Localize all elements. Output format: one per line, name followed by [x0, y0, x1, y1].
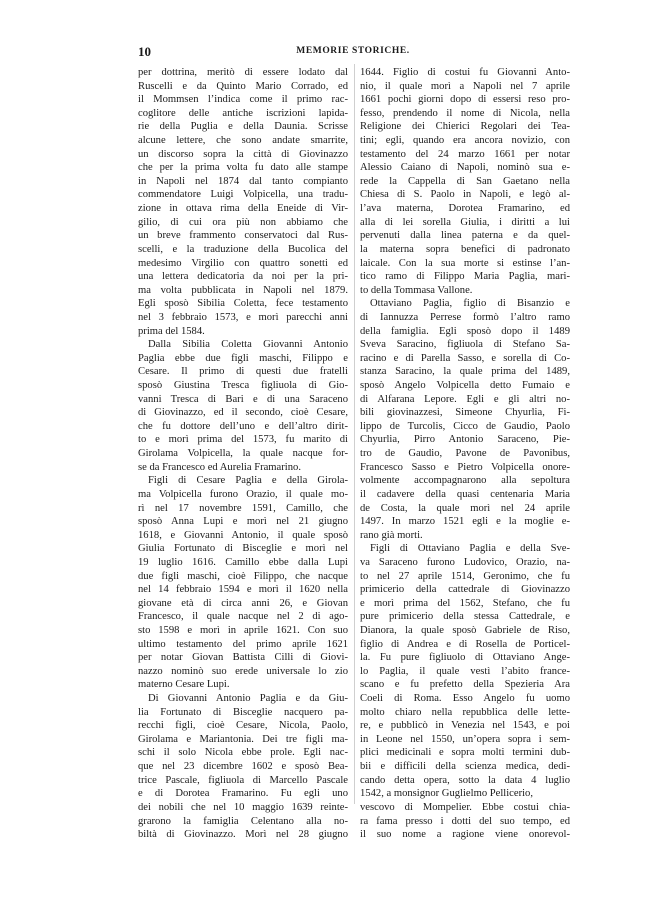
text-line: materno Cesare Lupi.: [138, 679, 230, 691]
text-line: che per la prima volta fu dato alle stampe: [138, 162, 348, 174]
text-line: bii e difficili della scienza medica, dedi-: [360, 761, 570, 773]
text-line: dei nobili che nel 10 maggio 1639 reinte-: [138, 801, 348, 813]
text-line: una lettera dedicatoria da noi per la pri-: [138, 271, 348, 283]
text-line: plici medicinali e sopra molti termini dub-: [360, 747, 570, 759]
text-line: Ottaviano Paglia, figlio di Bisanzio e: [370, 298, 570, 310]
text-line: ultimo testamento del primo aprile 1621: [138, 638, 348, 650]
text-line: Di Giovanni Antonio Paglia e da Giu-: [148, 693, 348, 705]
text-line: Ruscelli e da Quinto Mario Corrado, ed: [138, 80, 348, 92]
text-line: per dottrina, meritò di essere lodato dal: [138, 67, 348, 78]
text-line: prima del 1584.: [138, 325, 205, 337]
text-line: to nel 27 aprile 1514, Geronimo, che fu: [360, 570, 570, 582]
text-line: zione in ottava rima della Eneide di Vir-: [138, 203, 348, 215]
text-line: per notar Giovan Battista Cilli di Giovi-: [138, 652, 348, 664]
text-line: rano già morti.: [360, 529, 423, 541]
text-line: Coeli di Roma. Esso Angelo fu uomo: [360, 693, 570, 705]
text-line: 19 luglio 1616. Camillo ebbe dalla Lupi: [138, 556, 348, 568]
text-line: Cesare. Il primo di questi due fratelli: [138, 366, 348, 378]
text-line: e morì prima del 1562, Stefano, che fu: [360, 597, 570, 609]
text-line: medesimo Virgilio con quattro sonetti ed: [138, 257, 348, 269]
text-line: tico ramo di Filippo Maria Paglia, mari-: [360, 271, 570, 283]
text-line: gilio, di cui ora più non abbiamo che: [138, 216, 348, 228]
text-line: tini; egli, quando era ancora novizio, con: [360, 135, 570, 147]
text-line: Alessio Caiano di Napoli, nominò sua e-: [360, 162, 570, 174]
text-line: Figli di Ottaviano Paglia e della Sve-: [370, 543, 570, 555]
text-line: nio, il quale morì a Napoli nel 7 aprile: [360, 80, 570, 92]
text-line: lo Paglia, il quale vestì l’abito france-: [360, 665, 570, 677]
text-line: vanni Tresca di Bari e di una Saraceno: [138, 393, 348, 405]
running-head: [138, 44, 568, 60]
text-line: fesso, prendendo il nome di Nicola, nella: [360, 107, 570, 119]
text-line: ma volta pubblicata in Napoli nel 1879.: [138, 284, 348, 296]
text-line: pervenuti dalla linea paterna e da quel-: [360, 230, 570, 242]
text-line: to della Tommasa Vallone.: [360, 284, 473, 296]
text-line: di Giovinazzo, ed il secondo, cioè Cesare,: [138, 407, 348, 419]
text-line: figlio di Andrea e di Rosella de Porticel-: [360, 638, 570, 650]
text-line: Francesco Sasso e Pietro Volpicella onore-: [360, 461, 570, 473]
text-line: scano e fu prefetto della Spezieria Ara: [360, 679, 570, 691]
text-line: Dalla Sibilia Coletta Giovanni Antonio: [148, 339, 348, 351]
text-line: di Iannuzza Perrese formò l’altro ramo: [360, 311, 570, 323]
text-line: Paglia ebbe due figli maschi, Filippo e: [138, 352, 348, 364]
running-title: MEMORIE STORICHE.: [296, 46, 410, 56]
text-line: commendatore Luigi Volpicella, una tradu-: [138, 189, 348, 201]
text-line: Giulia Fortunato di Bisceglie e morì nel: [138, 543, 348, 555]
text-line: primicerio della cattedrale di Giovinazzo: [360, 584, 570, 596]
text-line: nel 3 febbraio 1573, e morì parecchi anni: [138, 311, 348, 323]
text-line: schi il solo Nicola ebbe prole. Egli nac-: [138, 747, 348, 759]
text-line: Girolama e Mariantonia. Dei tre figli ma-: [138, 733, 348, 745]
text-line: due figli maschi, cioè Filippo, che nacque: [138, 570, 348, 582]
text-line: 1497. In marzo 1521 egli e la moglie e-: [360, 516, 570, 528]
text-line: alla di lei sorella Giulia, i diritti a lui: [360, 216, 570, 228]
text-line: 1618, e Giovanni Antonio, il quale sposò: [138, 529, 348, 541]
text-line: rede la Cappella di San Gaetano nella: [360, 175, 570, 187]
text-line: stanza Saracino, la quale prima del 1489,: [360, 366, 570, 378]
text-line: sposò Anna Lupi e morì nel 21 giugno: [138, 516, 348, 528]
text-line: l’ava materna, Dorotea Framarino, ed: [360, 203, 570, 215]
text-line: lippo de Turcolis, Cicco de Gaudio, Paolo: [360, 420, 570, 432]
text-line: que nel 23 dicembre 1602 e sposò Bea-: [138, 761, 348, 773]
text-line: va Saraceno furono Ludovico, Orazio, na-: [360, 556, 570, 568]
text-line: della famiglia. Egli sposò dopo il 1489: [360, 325, 570, 337]
text-line: Chyurlia, Pirro Antonio Saraceno, Pie-: [360, 434, 570, 446]
text-line: un discorso sopra la città di Giovinazzo: [138, 148, 348, 160]
text-line: il cadavere della quasi centenaria Maria: [360, 488, 570, 500]
text-line: alcune lettere, che sono andate smarrite,: [138, 135, 348, 147]
text-line: Girolama Volpicella, la quale nacque for-: [138, 448, 348, 460]
text-line: 1542, a monsignor Guglielmo Pellicerio,: [360, 788, 534, 800]
text-line: Francesco, il quale nacque nel 2 di ago-: [138, 611, 348, 623]
text-line: coglitore delle antiche iscrizioni lapida-: [138, 107, 348, 119]
text-line: sto 1598 e morì in aprile 1621. Con suo: [138, 624, 348, 636]
text-line: recchi figli, cioè Cesare, Nicola, Paolo,: [138, 720, 348, 732]
right-text-column: [360, 66, 570, 842]
text-line: 1661 pochi giorni dopo di essersi reso pro-: [360, 94, 570, 106]
text-line: bili giovinazzesi, Simeone Chyurlia, Fi-: [360, 407, 570, 419]
text-line: Figli di Cesare Paglia e della Girola-: [148, 475, 348, 487]
text-line: sposò Angelo Volpicella detto Fumaio e: [360, 380, 570, 392]
text-line: che fu dottore dell’uno e dell’altro dirit-: [138, 420, 348, 432]
text-line: molto chiaro nella repubblica delle lette-: [360, 706, 570, 718]
text-line: il suo nome a ragione viene onorevol-: [360, 829, 570, 841]
text-line: ma Volpicella furono Orazio, il quale mo-: [138, 488, 348, 500]
text-line: il Mommsen l’indica come il primo rac-: [138, 94, 348, 106]
text-line: testamento del 24 marzo 1661 per notar: [360, 148, 570, 160]
text-line: vescovo di Mompelier. Ebbe costui chia-: [360, 801, 570, 813]
text-line: rie della Puglia e della Daunia. Scrisse: [138, 121, 348, 133]
text-line: volmente accompagnarono alla sepoltura: [360, 475, 570, 487]
text-line: in Napoli nel 1874 dal tanto compianto: [138, 175, 348, 187]
text-line: biltà di Giovinazzo. Morì nel 28 giugno: [138, 829, 348, 841]
page-number: 10: [138, 44, 151, 59]
text-line: di Alfarana Lepore. Egli e gli altri no-: [360, 393, 570, 405]
text-line: scelli, e la traduzione della Bucolica del: [138, 243, 348, 255]
text-line: se da Francesco ed Aurelia Framarino.: [138, 461, 301, 473]
text-line: 1644. Figlio di costui fu Giovanni Anto-: [360, 67, 570, 78]
text-line: e di Dorotea Framarino. Fu egli uno: [138, 788, 348, 800]
text-line: nazzo nominò suo erede universale lo zio: [138, 665, 348, 677]
text-line: Chiesa di S. Paolo in Napoli, e legò al-: [360, 189, 570, 201]
text-line: lia Fortunato di Bisceglie nacquero pa-: [138, 706, 348, 718]
left-text-column: [138, 66, 348, 842]
text-line: la. Fu pure figliuolo di Ottaviano Ange-: [360, 652, 570, 664]
text-line: sposò Giustina Tresca figliuola di Gio-: [138, 380, 348, 392]
text-line: Religione dei Chierici Regolari dei Tea-: [360, 121, 570, 133]
column-divider: [354, 64, 355, 804]
text-line: to e morì prima del 1573, fu marito di: [138, 434, 348, 446]
text-line: laicale. Con la sua morte si estinse l’an-: [360, 257, 570, 269]
text-line: pure primicerio della stessa Cattedrale, e: [360, 611, 570, 623]
text-line: grarono la famiglia Celentano alla no-: [138, 815, 348, 827]
text-line: Sveva Saracino, figliuola di Stefano Sa-: [360, 339, 570, 351]
text-line: un breve frammento conservatoci dal Rus-: [138, 230, 348, 242]
text-line: in Leone nel 1550, un’opera sopra i sem-: [360, 733, 570, 745]
text-line: nel 14 febbraio 1594 e morì il 1620 nella: [138, 584, 348, 596]
text-line: tro de Gaudio, Pavone de Pavonibus,: [360, 448, 570, 460]
text-line: re, e pubblicò in Venezia nel 1543, e poi: [360, 720, 570, 732]
text-line: la materna sopra benefici di padronato: [360, 243, 570, 255]
text-line: de Costa, la quale morì nel 24 aprile: [360, 502, 570, 514]
text-line: Dianora, la quale sposò Gabriele de Riso,: [360, 624, 570, 636]
text-line: ra fama presso i dotti del suo tempo, ed: [360, 815, 570, 827]
text-line: trice Pascale, figliuola di Marcello Pascale: [138, 774, 348, 786]
text-line: rì nel 17 novembre 1591, Camillo, che: [138, 502, 348, 514]
text-line: cando detta opera, sotto la data 4 luglio: [360, 774, 570, 786]
text-line: Egli sposò Sibilia Coletta, fece testamento: [138, 298, 348, 310]
text-line: giovane età di circa anni 26, e Giovan: [138, 597, 348, 609]
text-line: racino e di Parella Sasso, e sorella di Co-: [360, 352, 570, 364]
